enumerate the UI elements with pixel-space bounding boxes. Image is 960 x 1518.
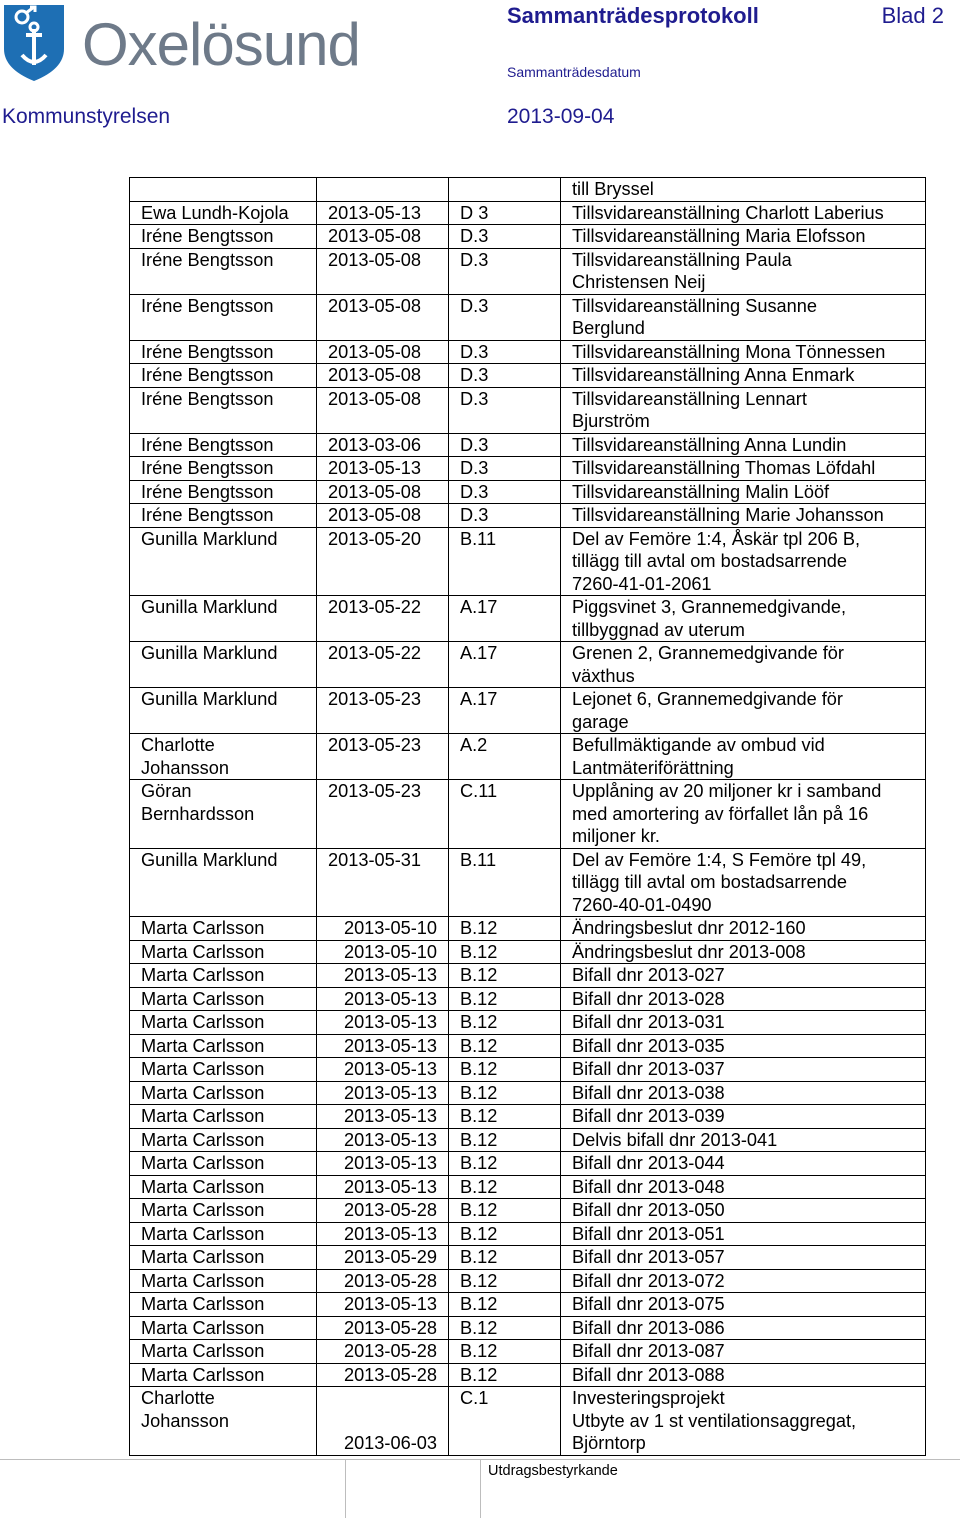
decision-date-cell: 2013-05-22 [317,642,449,688]
decision-maker-cell: Iréne Bengtsson [130,433,317,457]
decision-date-cell: 2013-05-13 [317,201,449,225]
decision-maker-cell: Marta Carlsson [130,987,317,1011]
table-row [130,178,926,202]
delegation-section-cell: B.12 [449,1340,561,1364]
decision-maker-cell: Charlotte Johansson [130,1387,317,1456]
decision-description-cell: Bifall dnr 2013-028 [561,987,926,1011]
table-row [130,294,926,340]
decision-description-cell: Bifall dnr 2013-075 [561,1293,926,1317]
decision-maker-cell: Iréne Bengtsson [130,225,317,249]
delegation-section-cell: D.3 [449,387,561,433]
decision-date-cell: 2013-05-28 [317,1340,449,1364]
board-name: Kommunstyrelsen [2,105,171,128]
decision-maker-cell: Marta Carlsson [130,940,317,964]
decision-date-cell: 2013-05-20 [317,527,449,596]
decision-description-cell: Bifall dnr 2013-050 [561,1199,926,1223]
decision-description-cell: Bifall dnr 2013-086 [561,1316,926,1340]
decision-description-cell: Tillsvidareanställning Charlott Laberius [561,201,926,225]
delegation-section-cell: B.12 [449,1034,561,1058]
decision-maker-cell: Marta Carlsson [130,1293,317,1317]
delegation-section-cell: B.12 [449,917,561,941]
decision-maker-cell: Marta Carlsson [130,1058,317,1082]
decision-description-cell: Tillsvidareanställning Thomas Löfdahl [561,457,926,481]
decision-date-cell: 2013-05-13 [317,1034,449,1058]
decision-date-cell: 2013-05-13 [317,964,449,988]
delegation-section-cell: B.12 [449,1011,561,1035]
decision-description-cell: Bifall dnr 2013-088 [561,1363,926,1387]
delegation-section-cell: D.3 [449,225,561,249]
table-row [130,433,926,457]
decision-maker-cell: Gunilla Marklund [130,688,317,734]
table-row [130,1128,926,1152]
decision-maker-cell [130,178,317,202]
decision-date-cell: 2013-05-23 [317,780,449,849]
decision-description-cell: Bifall dnr 2013-072 [561,1269,926,1293]
delegation-section-cell: B.12 [449,1199,561,1223]
delegation-section-cell: B.11 [449,848,561,917]
certification-label: Utdragsbestyrkande [488,1463,618,1479]
decision-description-cell: Delvis bifall dnr 2013-041 [561,1128,926,1152]
decision-date-cell: 2013-05-28 [317,1269,449,1293]
decision-description-cell: Ändringsbeslut dnr 2012-160 [561,917,926,941]
table-row [130,1363,926,1387]
table-row [130,1152,926,1176]
decision-maker-cell: Marta Carlsson [130,1316,317,1340]
delegation-decisions-table [129,177,926,1456]
decision-date-cell: 2013-05-13 [317,457,449,481]
delegation-section-cell: B.12 [449,1105,561,1129]
decision-maker-cell: Marta Carlsson [130,964,317,988]
delegation-section-cell: D.3 [449,504,561,528]
table-row [130,1105,926,1129]
decision-date-cell: 2013-05-13 [317,987,449,1011]
decision-description-cell: Bifall dnr 2013-027 [561,964,926,988]
decision-description-cell: Lejonet 6, Grannemedgivande för garage [561,688,926,734]
table-row [130,964,926,988]
table-row [130,1081,926,1105]
decision-date-cell: 2013-05-13 [317,1081,449,1105]
decision-date-cell: 2013-05-13 [317,1293,449,1317]
decision-description-cell: Tillsvidareanställning Anna Lundin [561,433,926,457]
delegation-section-cell: D.3 [449,480,561,504]
table-row [130,917,926,941]
decision-date-cell: 2013-03-06 [317,433,449,457]
decision-description-cell: Bifall dnr 2013-051 [561,1222,926,1246]
table-row [130,1034,926,1058]
table-row [130,480,926,504]
decision-maker-cell: Marta Carlsson [130,1034,317,1058]
delegation-section-cell: B.12 [449,1269,561,1293]
decision-maker-cell: Gunilla Marklund [130,596,317,642]
decision-maker-cell: Marta Carlsson [130,917,317,941]
decision-description-cell: till Bryssel [561,178,926,202]
decision-maker-cell: Marta Carlsson [130,1246,317,1270]
decision-description-cell: Investeringsprojekt Utbyte av 1 st ventilationsaggregat, Björntorp [561,1387,926,1456]
decision-maker-cell: Marta Carlsson [130,1105,317,1129]
decision-date-cell: 2013-05-08 [317,364,449,388]
decision-maker-cell: Göran Bernhardsson [130,780,317,849]
decision-description-cell: Bifall dnr 2013-087 [561,1340,926,1364]
decision-date-cell: 2013-05-08 [317,225,449,249]
table-row [130,987,926,1011]
decision-maker-cell: Marta Carlsson [130,1269,317,1293]
decision-description-cell: Bifall dnr 2013-035 [561,1034,926,1058]
table-row [130,1316,926,1340]
delegation-section-cell: D.3 [449,340,561,364]
decision-maker-cell: Iréne Bengtsson [130,340,317,364]
delegation-section-cell: B.12 [449,1175,561,1199]
delegation-section-cell: B.11 [449,527,561,596]
table-row [130,1175,926,1199]
decision-description-cell: Tillsvidareanställning Mona Tönnessen [561,340,926,364]
decision-maker-cell: Marta Carlsson [130,1222,317,1246]
delegation-section-cell: B.12 [449,1058,561,1082]
table-row [130,734,926,780]
decision-description-cell: Bifall dnr 2013-031 [561,1011,926,1035]
decision-maker-cell: Iréne Bengtsson [130,387,317,433]
delegation-section-cell: B.12 [449,1081,561,1105]
decision-date-cell: 2013-05-28 [317,1199,449,1223]
decision-maker-cell: Iréne Bengtsson [130,480,317,504]
table-row [130,596,926,642]
decision-maker-cell: Marta Carlsson [130,1152,317,1176]
decision-maker-cell: Marta Carlsson [130,1128,317,1152]
decision-date-cell: 2013-05-23 [317,734,449,780]
sheet-number: Blad 2 [881,3,944,28]
table-row [130,527,926,596]
decision-description-cell: Tillsvidareanställning Marie Johansson [561,504,926,528]
decision-description-cell: Grenen 2, Grannemedgivande för växthus [561,642,926,688]
table-row [130,780,926,849]
decision-description-cell: Tillsvidareanställning Susanne Berglund [561,294,926,340]
delegation-section-cell: B.12 [449,1128,561,1152]
decision-date-cell: 2013-05-08 [317,248,449,294]
decision-description-cell: Upplåning av 20 miljoner kr i samband med amortering av förfallet lån på 16 miljoner kr. [561,780,926,849]
decision-description-cell: Del av Femöre 1:4, Åskär tpl 206 B, tillägg till avtal om bostadsarrende 7260-41-01-2061 [561,527,926,596]
delegation-section-cell: B.12 [449,1293,561,1317]
decision-maker-cell: Marta Carlsson [130,1363,317,1387]
logo-wordmark: Oxelösund [82,11,360,78]
decision-description-cell: Bifall dnr 2013-039 [561,1105,926,1129]
meeting-date-label: Sammanträdesdatum [507,64,641,80]
decision-date-cell: 2013-05-13 [317,1175,449,1199]
decision-maker-cell: Marta Carlsson [130,1081,317,1105]
decision-date-cell [317,178,449,202]
delegation-section-cell: B.12 [449,1363,561,1387]
decision-description-cell: Tillsvidareanställning Maria Elofsson [561,225,926,249]
table-row [130,1199,926,1223]
table-row [130,688,926,734]
decision-date-cell: 2013-05-08 [317,387,449,433]
delegation-section-cell: B.12 [449,1316,561,1340]
decision-description-cell: Bifall dnr 2013-038 [561,1081,926,1105]
decision-date-cell: 2013-05-08 [317,480,449,504]
table-row [130,340,926,364]
table-row [130,1340,926,1364]
decision-date-cell: 2013-05-13 [317,1105,449,1129]
decision-maker-cell: Charlotte Johansson [130,734,317,780]
footer-column-divider [480,1459,481,1518]
decision-date-cell: 2013-05-08 [317,340,449,364]
table-row [130,1011,926,1035]
delegation-section-cell: A.2 [449,734,561,780]
decision-maker-cell: Iréne Bengtsson [130,294,317,340]
decision-maker-cell: Iréne Bengtsson [130,248,317,294]
decision-maker-cell: Iréne Bengtsson [130,457,317,481]
decision-maker-cell: Gunilla Marklund [130,848,317,917]
table-row [130,364,926,388]
decision-description-cell: Ändringsbeslut dnr 2013-008 [561,940,926,964]
table-row [130,225,926,249]
decision-date-cell: 2013-05-13 [317,1152,449,1176]
decision-date-cell: 2013-05-22 [317,596,449,642]
decision-date-cell: 2013-06-03 [317,1387,449,1456]
decision-maker-cell: Marta Carlsson [130,1199,317,1223]
delegation-section-cell: D.3 [449,433,561,457]
decision-date-cell: 2013-05-10 [317,940,449,964]
table-row [130,1246,926,1270]
decision-description-cell: Bifall dnr 2013-048 [561,1175,926,1199]
delegation-section-cell [449,178,561,202]
decision-date-cell: 2013-05-29 [317,1246,449,1270]
footer-column-divider [345,1459,346,1518]
decision-date-cell: 2013-05-31 [317,848,449,917]
table-row [130,1058,926,1082]
table-row [130,1222,926,1246]
decision-maker-cell: Iréne Bengtsson [130,364,317,388]
decision-date-cell: 2013-05-13 [317,1128,449,1152]
decision-maker-cell: Marta Carlsson [130,1175,317,1199]
table-row [130,1293,926,1317]
decision-maker-cell: Marta Carlsson [130,1011,317,1035]
table-row [130,457,926,481]
decision-date-cell: 2013-05-08 [317,294,449,340]
delegation-section-cell: B.12 [449,964,561,988]
decision-maker-cell: Ewa Lundh-Kojola [130,201,317,225]
delegation-section-cell: A.17 [449,642,561,688]
delegation-section-cell: B.12 [449,1246,561,1270]
decision-description-cell: Befullmäktigande av ombud vid Lantmäteriförättning [561,734,926,780]
table-body [130,178,926,1456]
delegation-section-cell: B.12 [449,940,561,964]
meeting-date: 2013-09-04 [507,105,615,128]
decision-description-cell: Bifall dnr 2013-044 [561,1152,926,1176]
decision-date-cell: 2013-05-08 [317,504,449,528]
delegation-section-cell: A.17 [449,596,561,642]
delegation-section-cell: D.3 [449,294,561,340]
delegation-section-cell: B.12 [449,1152,561,1176]
delegation-section-cell: D 3 [449,201,561,225]
table-row [130,1269,926,1293]
decision-description-cell: Tillsvidareanställning Lennart Bjurström [561,387,926,433]
delegation-section-cell: C.11 [449,780,561,849]
table-row [130,1387,926,1456]
decision-maker-cell: Iréne Bengtsson [130,504,317,528]
decision-date-cell: 2013-05-28 [317,1316,449,1340]
table-row [130,201,926,225]
table-row [130,940,926,964]
decision-maker-cell: Gunilla Marklund [130,642,317,688]
decision-description-cell: Tillsvidareanställning Paula Christensen Neij [561,248,926,294]
delegation-section-cell: B.12 [449,1222,561,1246]
decision-date-cell: 2013-05-23 [317,688,449,734]
delegation-section-cell: D.3 [449,364,561,388]
delegation-section-cell: D.3 [449,248,561,294]
document-title: Sammanträdesprotokoll [507,3,759,28]
decision-description-cell: Piggsvinet 3, Grannemedgivande, tillbyggnad av uterum [561,596,926,642]
table-row [130,642,926,688]
decision-description-cell: Bifall dnr 2013-057 [561,1246,926,1270]
delegation-section-cell: A.17 [449,688,561,734]
decision-maker-cell: Gunilla Marklund [130,527,317,596]
decision-date-cell: 2013-05-13 [317,1222,449,1246]
decision-date-cell: 2013-05-13 [317,1058,449,1082]
decision-description-cell: Tillsvidareanställning Anna Enmark [561,364,926,388]
decision-description-cell: Del av Femöre 1:4, S Femöre tpl 49, tillägg till avtal om bostadsarrende 7260-40-01-0490 [561,848,926,917]
decision-maker-cell: Marta Carlsson [130,1340,317,1364]
decision-date-cell: 2013-05-13 [317,1011,449,1035]
oxelosund-logo [2,3,360,83]
delegation-section-cell: C.1 [449,1387,561,1456]
decision-date-cell: 2013-05-10 [317,917,449,941]
decision-description-cell: Tillsvidareanställning Malin Lööf [561,480,926,504]
table-row [130,848,926,917]
decision-description-cell: Bifall dnr 2013-037 [561,1058,926,1082]
delegation-section-cell: D.3 [449,457,561,481]
decision-date-cell: 2013-05-28 [317,1363,449,1387]
table-row [130,387,926,433]
delegation-section-cell: B.12 [449,987,561,1011]
municipal-shield-icon [2,3,68,83]
table-row [130,248,926,294]
table-row [130,504,926,528]
